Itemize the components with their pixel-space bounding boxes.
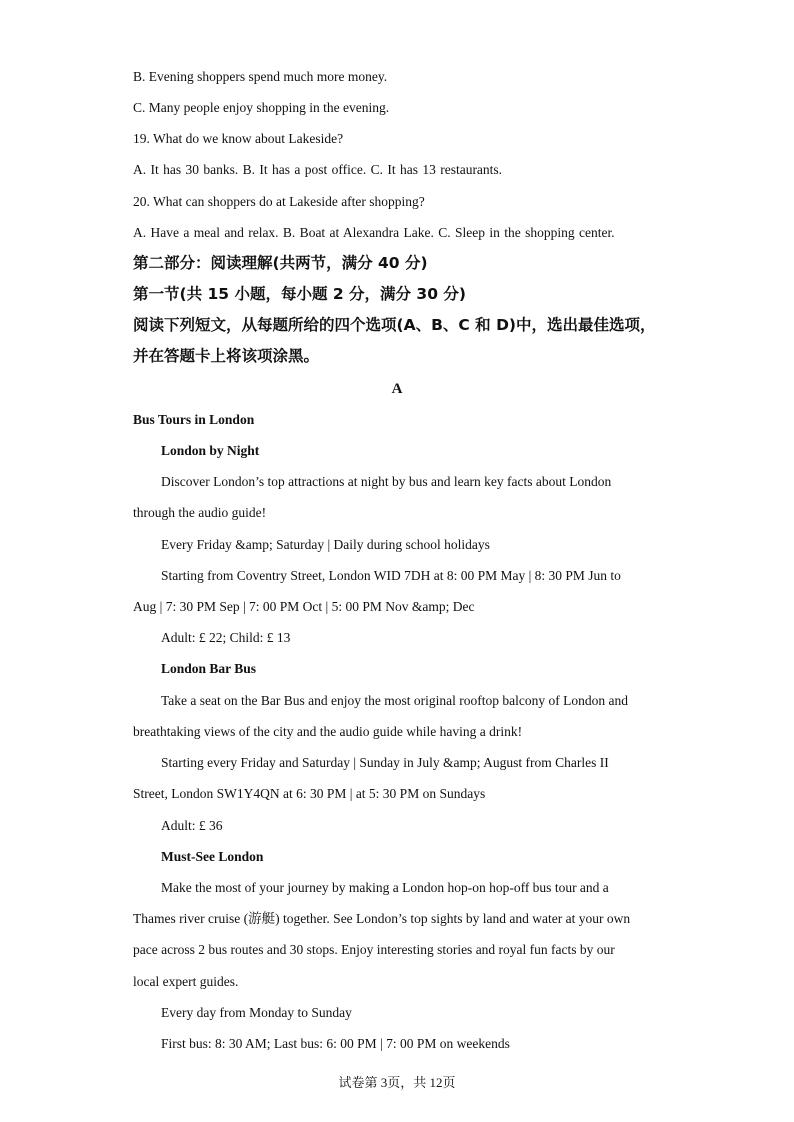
schedule-line: Starting from Coventry Street, London WID 7DH at 8: 00 PM May | 8: 30 PM Jun to <box>161 568 621 583</box>
tour-title-must-see-london: Must-See London <box>161 849 264 864</box>
option-c-q18: C. Many people enjoy shopping in the evening. <box>133 100 390 115</box>
paragraph-line: pace across 2 bus routes and 30 stops. Enjoy interesting stories and royal fun facts by our <box>133 942 615 957</box>
tour-title-london-bar-bus: London Bar Bus <box>161 661 257 676</box>
instructions-line-2: 并在答题卡上将该项涂黑。 <box>133 347 320 365</box>
tour-title-london-by-night: London by Night <box>161 443 260 458</box>
paragraph-line: Take a seat on the Bar Bus and enjoy the most original rooftop balcony of London and <box>161 693 628 708</box>
paragraph-line: Thames river cruise (游艇) together. See London’s top sights by land and water at your own <box>133 911 631 926</box>
paragraph-line: local expert guides. <box>133 974 239 989</box>
paragraph-line: breathtaking views of the city and the audio guide while having a drink! <box>133 724 523 739</box>
subsection-heading: 第一节(共 15 小题，每小题 2 分，满分 30 分) <box>133 285 466 303</box>
section-heading: 第二部分：阅读理解(共两节，满分 40 分) <box>133 254 428 272</box>
schedule-line: Aug | 7: 30 PM Sep | 7: 00 PM Oct | 5: 00 PM Nov &amp; Dec <box>133 599 475 614</box>
schedule-line: Starting every Friday and Saturday | Sunday in July &amp; August from Charles II <box>161 755 609 770</box>
schedule-line: Every Friday &amp; Saturday | Daily during school holidays <box>161 537 490 552</box>
schedule-line: Every day from Monday to Sunday <box>161 1005 352 1020</box>
price-line: Adult: £ 36 <box>161 818 223 833</box>
passage-letter: A <box>391 381 403 397</box>
options-q20: A. Have a meal and relax. B. Boat at Alexandra Lake. C. Sleep in the shopping center. <box>133 225 615 240</box>
paragraph-line: Make the most of your journey by making a London hop-on hop-off bus tour and a <box>161 880 609 895</box>
question-19: 19. What do we know about Lakeside? <box>133 131 344 146</box>
paragraph-line: through the audio guide! <box>133 505 267 520</box>
question-20: 20. What can shoppers do at Lakeside after shopping? <box>133 194 425 209</box>
passage-title: Bus Tours in London <box>133 412 255 427</box>
schedule-line: Street, London SW1Y4QN at 6: 30 PM | at 5: 30 PM on Sundays <box>133 786 486 801</box>
options-q19: A. It has 30 banks. B. It has a post office. C. It has 13 restaurants. <box>133 162 503 177</box>
page-footer: 试卷第 3页，共 12页 <box>338 1075 456 1090</box>
paragraph-line: Discover London’s top attractions at night by bus and learn key facts about London <box>161 474 612 489</box>
price-line: Adult: £ 22; Child: £ 13 <box>161 630 291 645</box>
schedule-line: First bus: 8: 30 AM; Last bus: 6: 00 PM | 7: 00 PM on weekends <box>161 1036 510 1051</box>
option-b-q18: B. Evening shoppers spend much more money. <box>133 69 388 84</box>
instructions-line-1: 阅读下列短文，从每题所给的四个选项(A、B、C 和 D)中，选出最佳选项， <box>133 316 656 334</box>
